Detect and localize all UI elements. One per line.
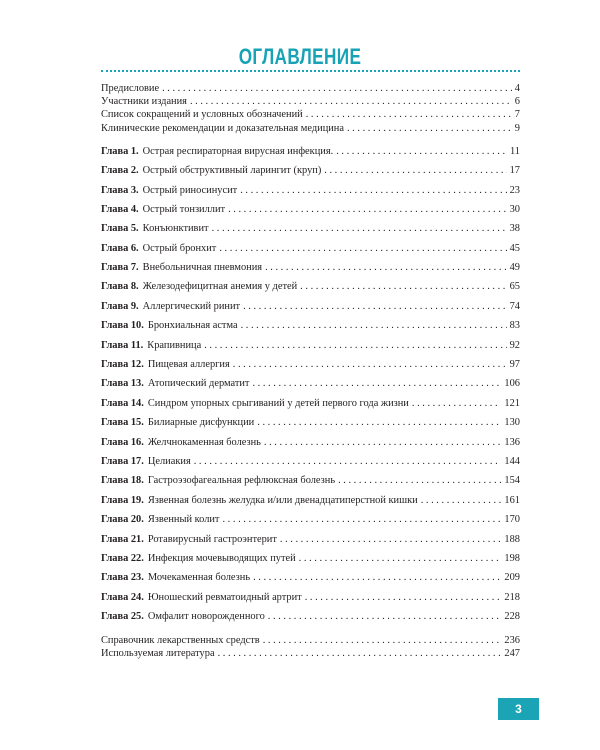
chapter-title: Целиакия	[147, 456, 191, 467]
chapter-number: Глава 25.	[101, 611, 144, 623]
toc-chapter-11[interactable]	[101, 336, 520, 355]
toc-chapter-5[interactable]	[101, 219, 520, 238]
chapter-title: Билиарные дисфункции	[147, 417, 255, 429]
toc-entry-label: Список сокращений и условных обозначений	[101, 109, 303, 121]
toc-chapter-20[interactable]	[101, 510, 520, 529]
dot-leader	[336, 142, 507, 161]
toc-entry-page: 7	[514, 109, 520, 121]
chapter-page: 209	[504, 572, 520, 584]
chapter-title: Юношеский ревматоидный артрит	[147, 591, 302, 603]
dot-leader	[264, 433, 502, 452]
toc-chapter-4[interactable]	[101, 200, 520, 219]
chapter-number: Глава 2.	[101, 165, 139, 177]
chapter-title: Крапивница	[147, 339, 202, 351]
chapter-title: Гастроэзофагеальная рефлюксная болезнь	[147, 475, 336, 487]
chapter-page: 11	[509, 145, 520, 157]
dot-leader	[212, 219, 507, 238]
chapter-page: 136	[504, 436, 520, 448]
chapter-page: 154	[504, 475, 520, 487]
chapter-number: Глава 8.	[101, 281, 139, 293]
toc-chapter-17[interactable]	[101, 452, 520, 471]
chapter-title: Атопический дерматит	[147, 378, 250, 390]
chapter-title: Железодефицитная анемия у детей	[142, 281, 298, 293]
dot-leader	[162, 82, 512, 95]
chapter-number: Глава 12.	[101, 359, 144, 371]
toc-chapter-19[interactable]	[101, 491, 520, 510]
toc-entry-label: Предисловие	[101, 83, 160, 94]
chapter-page: 161	[504, 494, 520, 506]
dot-leader	[263, 634, 502, 647]
chapter-number: Глава 4.	[101, 203, 139, 215]
chapter-page: 45	[509, 242, 520, 254]
chapter-page: 83	[509, 320, 520, 332]
dot-leader	[240, 181, 506, 200]
chapter-number: Глава 11.	[101, 339, 144, 351]
chapter-title: Аллергический ринит	[142, 300, 241, 312]
dot-leader	[190, 95, 512, 108]
chapter-page: 38	[509, 223, 520, 235]
toc-chapter-2[interactable]	[101, 161, 520, 180]
chapter-page: 65	[509, 281, 520, 293]
dot-leader	[204, 336, 506, 355]
toc-chapter-1[interactable]	[101, 142, 520, 161]
dot-leader	[305, 588, 502, 607]
dot-leader	[222, 510, 501, 529]
toc-chapter-15[interactable]	[101, 413, 520, 432]
chapter-number: Глава 7.	[101, 262, 139, 274]
toc-entry-page: 4	[514, 83, 520, 94]
toc-entry-drug-reference[interactable]	[101, 634, 520, 647]
toc-chapter-3[interactable]	[101, 181, 520, 200]
chapter-number: Глава 15.	[101, 417, 144, 429]
dot-leader	[299, 549, 502, 568]
dot-leader	[219, 239, 506, 258]
toc-chapter-13[interactable]	[101, 374, 520, 393]
table-of-contents	[101, 82, 520, 660]
chapter-page: 74	[509, 300, 520, 312]
chapter-page: 49	[509, 262, 520, 274]
chapter-page: 144	[504, 456, 520, 467]
toc-chapter-8[interactable]	[101, 277, 520, 296]
chapter-title: Острый риносинусит	[142, 184, 238, 196]
toc-chapter-6[interactable]	[101, 239, 520, 258]
toc-entry-page: 236	[504, 634, 520, 646]
chapter-page: 188	[504, 533, 520, 545]
dot-leader	[243, 297, 507, 316]
toc-chapter-18[interactable]	[101, 471, 520, 490]
chapter-number: Глава 21.	[101, 533, 144, 545]
chapter-page: 170	[504, 514, 520, 526]
chapter-page: 218	[504, 591, 520, 603]
toc-chapter-9[interactable]	[101, 297, 520, 316]
chapter-title: Внебольничная пневмония	[142, 262, 263, 274]
toc-chapter-22[interactable]	[101, 549, 520, 568]
chapter-number: Глава 17.	[101, 456, 144, 467]
chapter-number: Глава 13.	[101, 378, 144, 390]
chapter-number: Глава 20.	[101, 514, 144, 526]
dot-leader	[241, 316, 507, 335]
chapter-title: Язвенная болезнь желудка и/или двенадцатиперстной кишки	[147, 494, 418, 506]
chapter-title: Ротавирусный гастроэнтерит	[147, 533, 277, 545]
chapter-number: Глава 9.	[101, 300, 139, 312]
toc-entry-contributors[interactable]	[101, 95, 520, 108]
toc-entry-page: 9	[514, 122, 520, 134]
chapter-number: Глава 16.	[101, 436, 144, 448]
dot-leader	[268, 607, 502, 626]
dot-leader	[300, 277, 506, 296]
toc-entry-preface[interactable]	[101, 82, 520, 95]
dot-leader	[252, 374, 501, 393]
chapter-number: Глава 23.	[101, 572, 144, 584]
chapter-title: Острая респираторная вирусная инфекция.	[142, 145, 334, 157]
chapter-title: Желчнокаменная болезнь	[147, 436, 261, 448]
dot-leader	[265, 258, 507, 277]
dot-leader	[280, 530, 502, 549]
chapter-title: Конъюнктивит	[142, 223, 209, 235]
toc-entry-label: Клинические рекомендации и доказательная медицина	[101, 122, 344, 134]
toc-chapter-16[interactable]	[101, 433, 520, 452]
chapter-title: Язвенный колит	[147, 514, 220, 526]
chapter-title: Острый обструктивный ларингит (круп)	[142, 165, 322, 177]
chapter-page: 106	[504, 378, 520, 390]
dot-leader	[306, 108, 512, 121]
toc-chapter-24[interactable]	[101, 588, 520, 607]
dot-leader	[194, 452, 502, 471]
toc-entry-guidelines[interactable]	[101, 122, 520, 135]
chapter-page: 92	[509, 339, 520, 351]
toc-chapter-25[interactable]	[101, 607, 520, 626]
toc-chapter-7[interactable]	[101, 258, 520, 277]
chapter-number: Глава 14.	[101, 397, 144, 409]
chapter-page: 97	[509, 359, 520, 371]
toc-chapter-10[interactable]	[101, 316, 520, 335]
chapter-page: 17	[509, 165, 520, 177]
dot-leader	[257, 413, 501, 432]
chapter-page: 121	[504, 397, 520, 409]
toc-entry-label: Справочник лекарственных средств	[101, 634, 260, 646]
dot-leader	[253, 568, 501, 587]
title-divider	[101, 70, 520, 72]
page-title: ОГЛАВЛЕНИЕ	[238, 44, 362, 69]
chapter-title: Бронхиальная астма	[147, 320, 238, 332]
chapter-number: Глава 18.	[101, 475, 144, 487]
chapter-page: 228	[504, 611, 520, 623]
toc-chapter-23[interactable]	[101, 568, 520, 587]
toc-entry-page: 6	[514, 96, 520, 108]
chapter-number: Глава 10.	[101, 320, 144, 332]
chapter-number: Глава 24.	[101, 591, 144, 603]
toc-entry-label: Участники издания	[101, 96, 187, 108]
chapter-page: 30	[509, 203, 520, 215]
chapter-title: Мочекаменная болезнь	[147, 572, 251, 584]
chapter-title: Острый бронхит	[142, 242, 217, 254]
toc-entry-page: 247	[504, 647, 520, 659]
dot-leader	[338, 471, 501, 490]
toc-entry-label: Используемая литература	[101, 647, 215, 659]
page-number-badge: 3	[498, 698, 539, 720]
chapter-page: 23	[509, 184, 520, 196]
toc-chapter-12[interactable]	[101, 355, 520, 374]
toc-entry-abbreviations[interactable]	[101, 108, 520, 121]
chapter-number: Глава 1.	[101, 145, 139, 157]
chapter-number: Глава 5.	[101, 223, 139, 235]
toc-chapter-21[interactable]	[101, 530, 520, 549]
chapter-title: Инфекция мочевыводящих путей	[147, 552, 296, 564]
toc-chapter-14[interactable]	[101, 394, 520, 413]
dot-leader	[228, 200, 507, 219]
chapter-number: Глава 19.	[101, 494, 144, 506]
chapter-number: Глава 3.	[101, 184, 139, 196]
chapter-title: Острый тонзиллит	[142, 203, 226, 215]
chapter-title: Пищевая аллергия	[147, 359, 230, 371]
chapter-page: 198	[504, 552, 520, 564]
dot-leader	[421, 491, 502, 510]
chapter-number: Глава 6.	[101, 242, 139, 254]
chapter-title: Синдром упорных срыгиваний у детей первого года жизни	[147, 397, 409, 409]
chapter-page: 130	[504, 417, 520, 429]
dot-leader	[233, 355, 507, 374]
dot-leader	[412, 394, 502, 413]
dot-leader	[218, 647, 502, 660]
dot-leader	[324, 161, 506, 180]
dot-leader	[347, 122, 512, 135]
toc-entry-references[interactable]	[101, 647, 520, 660]
chapter-title: Омфалит новорожденного	[147, 611, 265, 623]
chapter-number: Глава 22.	[101, 552, 144, 564]
